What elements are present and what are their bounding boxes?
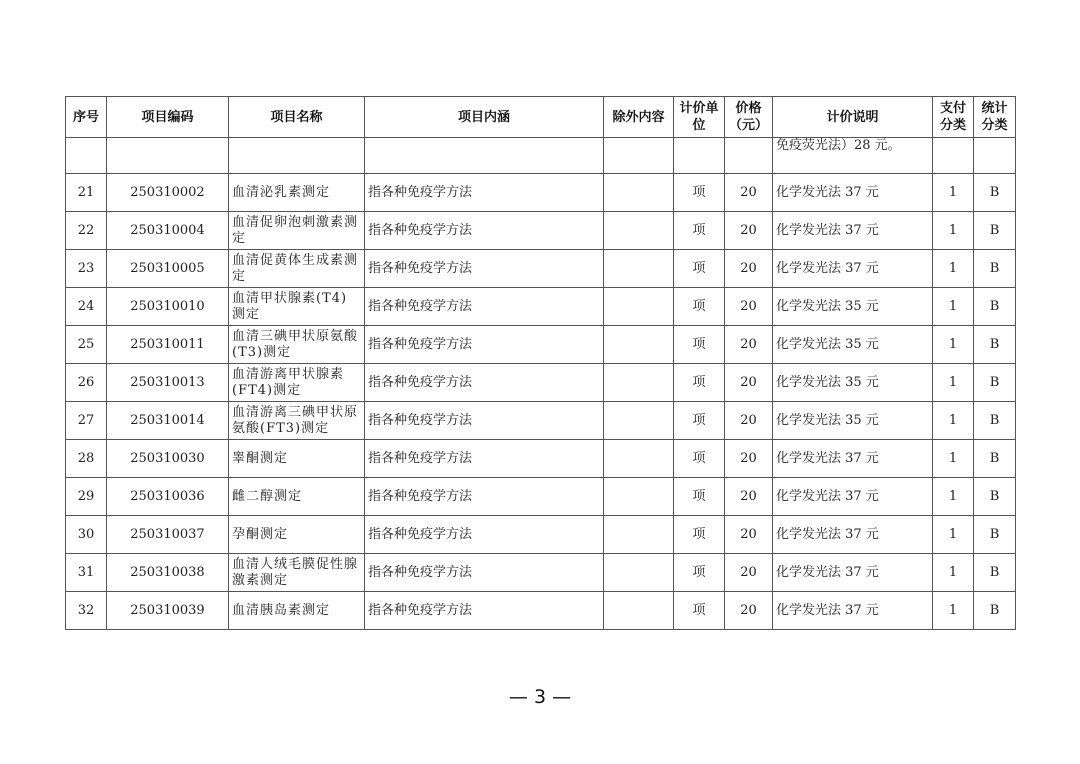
cell-payment: 1 bbox=[933, 478, 974, 516]
cell-excluded bbox=[604, 364, 674, 402]
cell-unit: 项 bbox=[674, 250, 725, 288]
cell-price: 20 bbox=[725, 288, 773, 326]
cell-price: 20 bbox=[725, 478, 773, 516]
header-note: 计价说明 bbox=[773, 97, 933, 138]
cell-excluded bbox=[604, 402, 674, 440]
cell-content: 指各种免疫学方法 bbox=[365, 592, 604, 630]
cell-code: 250310005 bbox=[107, 250, 229, 288]
cell-unit: 项 bbox=[674, 212, 725, 250]
cell-content: 指各种免疫学方法 bbox=[365, 250, 604, 288]
table-row bbox=[66, 440, 1016, 478]
cell-price: 20 bbox=[725, 250, 773, 288]
cell-price: 20 bbox=[725, 440, 773, 478]
cell-note: 化学发光法 37 元 bbox=[773, 440, 933, 478]
cell-unit: 项 bbox=[674, 326, 725, 364]
cell-code: 250310004 bbox=[107, 212, 229, 250]
cell-name: 睾酮测定 bbox=[229, 440, 365, 478]
cell-unit: 项 bbox=[674, 440, 725, 478]
cell-name: 血清甲状腺素(T4)测定 bbox=[229, 288, 365, 326]
cell-unit: 项 bbox=[674, 478, 725, 516]
cell-seq: 30 bbox=[66, 516, 107, 554]
cell-unit: 项 bbox=[674, 516, 725, 554]
cell-note: 化学发光法 35 元 bbox=[773, 326, 933, 364]
table-row bbox=[66, 212, 1016, 250]
table-row bbox=[66, 364, 1016, 402]
cell-stat: B bbox=[974, 288, 1016, 326]
cell-name: 血清游离甲状腺素(FT4)测定 bbox=[229, 364, 365, 402]
cell-seq: 21 bbox=[66, 174, 107, 212]
cell-name: 血清人绒毛膜促性腺激素测定 bbox=[229, 554, 365, 592]
cell-excluded bbox=[604, 440, 674, 478]
header-content: 项目内涵 bbox=[365, 97, 604, 138]
cell-excluded bbox=[604, 288, 674, 326]
cell-stat: B bbox=[974, 174, 1016, 212]
cell-note: 化学发光法 37 元 bbox=[773, 478, 933, 516]
cell-stat: B bbox=[974, 592, 1016, 630]
cell-note: 化学发光法 37 元 bbox=[773, 250, 933, 288]
cell-name: 血清三碘甲状原氨酸(T3)测定 bbox=[229, 326, 365, 364]
cell-note: 化学发光法 37 元 bbox=[773, 174, 933, 212]
cell-seq: 27 bbox=[66, 402, 107, 440]
header-excluded: 除外内容 bbox=[604, 97, 674, 138]
cell-name: 血清游离三碘甲状原氨酸(FT3)测定 bbox=[229, 402, 365, 440]
cell-price: 20 bbox=[725, 364, 773, 402]
cell-content: 指各种免疫学方法 bbox=[365, 440, 604, 478]
cell-content: 指各种免疫学方法 bbox=[365, 174, 604, 212]
cell-note: 化学发光法 37 元 bbox=[773, 516, 933, 554]
cell-payment: 1 bbox=[933, 174, 974, 212]
cell-seq: 26 bbox=[66, 364, 107, 402]
cell-code: 250310013 bbox=[107, 364, 229, 402]
header-seq: 序号 bbox=[66, 97, 107, 138]
cell-name: 血清促黄体生成素测定 bbox=[229, 250, 365, 288]
page-number: — 3 — bbox=[508, 686, 572, 708]
cell-price: 20 bbox=[725, 174, 773, 212]
header-payment: 支付分类 bbox=[933, 97, 974, 138]
cell-price: 20 bbox=[725, 212, 773, 250]
table-row bbox=[66, 554, 1016, 592]
continuation-note: 免疫荧光法）28 元。 bbox=[773, 138, 933, 174]
cell-code: 250310037 bbox=[107, 516, 229, 554]
cell-payment: 1 bbox=[933, 250, 974, 288]
header-name: 项目名称 bbox=[229, 97, 365, 138]
cell-code: 250310039 bbox=[107, 592, 229, 630]
cell-content: 指各种免疫学方法 bbox=[365, 326, 604, 364]
cell-content: 指各种免疫学方法 bbox=[365, 554, 604, 592]
cell-seq: 28 bbox=[66, 440, 107, 478]
cell-note: 化学发光法 37 元 bbox=[773, 212, 933, 250]
header-row bbox=[66, 97, 1016, 138]
cell-stat: B bbox=[974, 478, 1016, 516]
cell-seq: 24 bbox=[66, 288, 107, 326]
price-table bbox=[65, 96, 1016, 630]
table-row bbox=[66, 174, 1016, 212]
cell-content: 指各种免疫学方法 bbox=[365, 212, 604, 250]
cell-unit: 项 bbox=[674, 592, 725, 630]
header-stat: 统计分类 bbox=[974, 97, 1016, 138]
header-code: 项目编码 bbox=[107, 97, 229, 138]
cell-payment: 1 bbox=[933, 592, 974, 630]
cell-note: 化学发光法 35 元 bbox=[773, 402, 933, 440]
table-row bbox=[66, 326, 1016, 364]
cell-price: 20 bbox=[725, 516, 773, 554]
cell-excluded bbox=[604, 554, 674, 592]
cell-note: 化学发光法 37 元 bbox=[773, 554, 933, 592]
cell-excluded bbox=[604, 212, 674, 250]
cell-seq: 32 bbox=[66, 592, 107, 630]
cell-seq: 31 bbox=[66, 554, 107, 592]
cell-payment: 1 bbox=[933, 516, 974, 554]
cell-name: 血清泌乳素测定 bbox=[229, 174, 365, 212]
cell-name: 雌二醇测定 bbox=[229, 478, 365, 516]
cell-code: 250310038 bbox=[107, 554, 229, 592]
header-price: 价格（元） bbox=[725, 97, 773, 138]
cell-excluded bbox=[604, 326, 674, 364]
cell-stat: B bbox=[974, 402, 1016, 440]
cell-stat: B bbox=[974, 516, 1016, 554]
cell-payment: 1 bbox=[933, 554, 974, 592]
table-row bbox=[66, 478, 1016, 516]
table-row bbox=[66, 402, 1016, 440]
cell-stat: B bbox=[974, 326, 1016, 364]
cell-note: 化学发光法 35 元 bbox=[773, 364, 933, 402]
cell-excluded bbox=[604, 516, 674, 554]
cell-name: 血清胰岛素测定 bbox=[229, 592, 365, 630]
cell-code: 250310030 bbox=[107, 440, 229, 478]
table-row bbox=[66, 516, 1016, 554]
cell-payment: 1 bbox=[933, 364, 974, 402]
cell-content: 指各种免疫学方法 bbox=[365, 288, 604, 326]
cell-stat: B bbox=[974, 364, 1016, 402]
cell-price: 20 bbox=[725, 326, 773, 364]
cell-name: 孕酮测定 bbox=[229, 516, 365, 554]
cell-code: 250310011 bbox=[107, 326, 229, 364]
cell-content: 指各种免疫学方法 bbox=[365, 364, 604, 402]
continuation-row bbox=[66, 138, 1016, 174]
cell-unit: 项 bbox=[674, 402, 725, 440]
cell-unit: 项 bbox=[674, 288, 725, 326]
cell-stat: B bbox=[974, 212, 1016, 250]
cell-content: 指各种免疫学方法 bbox=[365, 402, 604, 440]
cell-price: 20 bbox=[725, 402, 773, 440]
cell-payment: 1 bbox=[933, 440, 974, 478]
cell-excluded bbox=[604, 478, 674, 516]
cell-seq: 22 bbox=[66, 212, 107, 250]
cell-note: 化学发光法 35 元 bbox=[773, 288, 933, 326]
cell-seq: 25 bbox=[66, 326, 107, 364]
cell-payment: 1 bbox=[933, 288, 974, 326]
cell-payment: 1 bbox=[933, 326, 974, 364]
cell-unit: 项 bbox=[674, 364, 725, 402]
cell-content: 指各种免疫学方法 bbox=[365, 478, 604, 516]
cell-seq: 29 bbox=[66, 478, 107, 516]
cell-excluded bbox=[604, 592, 674, 630]
cell-stat: B bbox=[974, 250, 1016, 288]
table-row bbox=[66, 288, 1016, 326]
cell-payment: 1 bbox=[933, 212, 974, 250]
table-row bbox=[66, 592, 1016, 630]
cell-seq: 23 bbox=[66, 250, 107, 288]
cell-price: 20 bbox=[725, 554, 773, 592]
cell-stat: B bbox=[974, 440, 1016, 478]
header-unit: 计价单位 bbox=[674, 97, 725, 138]
cell-code: 250310002 bbox=[107, 174, 229, 212]
cell-name: 血清促卵泡刺激素测定 bbox=[229, 212, 365, 250]
cell-note: 化学发光法 37 元 bbox=[773, 592, 933, 630]
cell-code: 250310036 bbox=[107, 478, 229, 516]
cell-code: 250310010 bbox=[107, 288, 229, 326]
cell-code: 250310014 bbox=[107, 402, 229, 440]
cell-unit: 项 bbox=[674, 174, 725, 212]
cell-payment: 1 bbox=[933, 402, 974, 440]
cell-unit: 项 bbox=[674, 554, 725, 592]
cell-excluded bbox=[604, 174, 674, 212]
table-row bbox=[66, 250, 1016, 288]
cell-price: 20 bbox=[725, 592, 773, 630]
cell-content: 指各种免疫学方法 bbox=[365, 516, 604, 554]
cell-excluded bbox=[604, 250, 674, 288]
cell-stat: B bbox=[974, 554, 1016, 592]
